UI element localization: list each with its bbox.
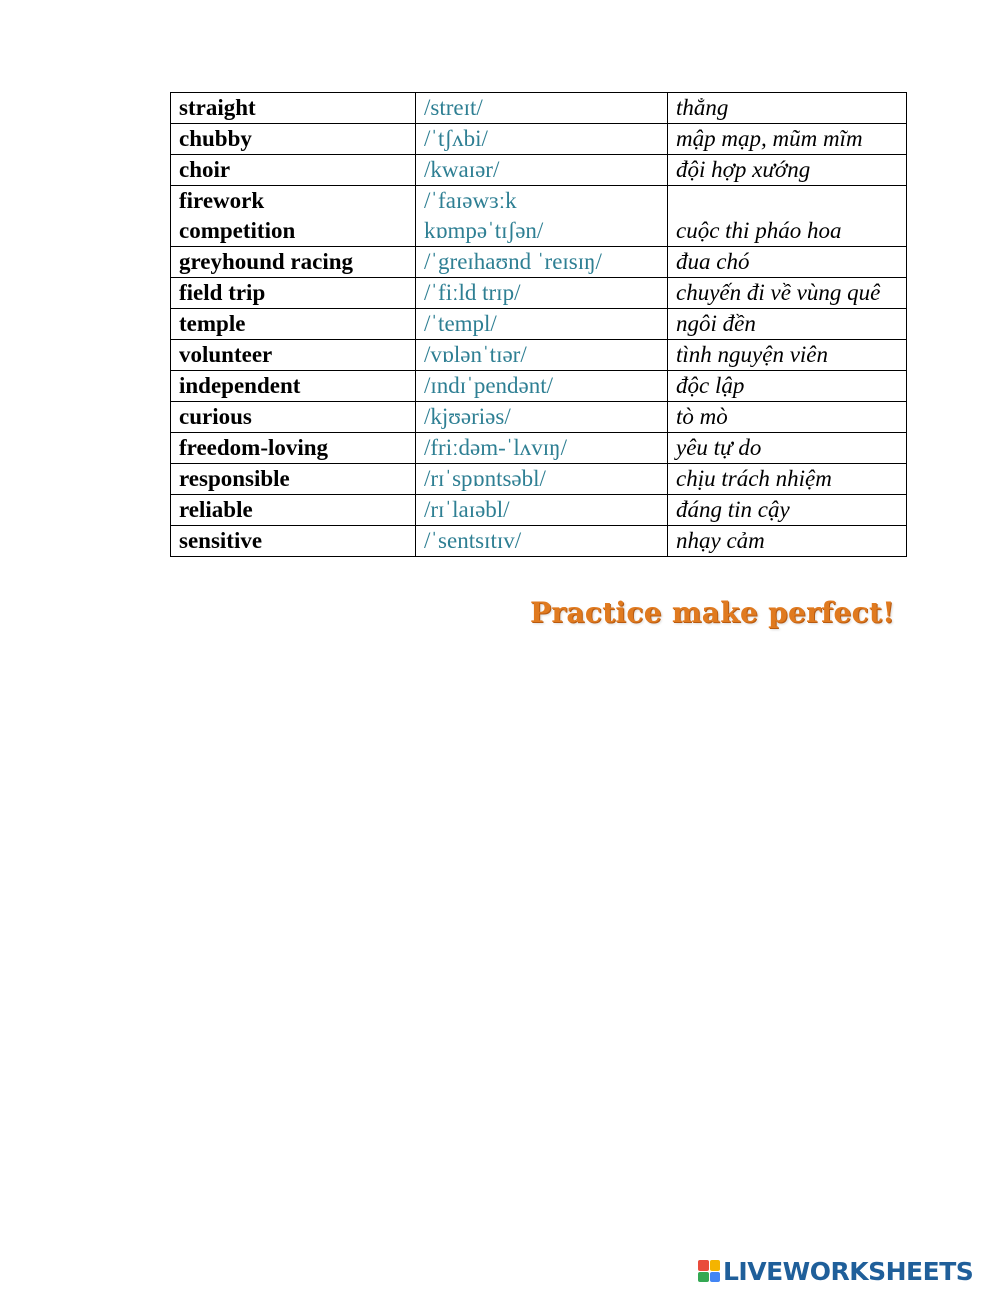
- vocab-meaning: cuộc thi pháo hoa: [668, 186, 907, 247]
- vocab-phonetic: /ˈtʃʌbi/: [416, 124, 668, 155]
- vocab-word: volunteer: [171, 340, 416, 371]
- table-row: [171, 402, 907, 433]
- vocab-phonetic: /rɪˈspɒntsəbl/: [416, 464, 668, 495]
- vocab-meaning: chuyến đi về vùng quê: [668, 278, 907, 309]
- table-row: [171, 186, 907, 247]
- vocab-meaning: mập mạp, mũm mĩm: [668, 124, 907, 155]
- vocab-word: greyhound racing: [171, 247, 416, 278]
- table-row: [171, 526, 907, 557]
- liveworksheets-logo: [698, 1256, 973, 1286]
- vocab-phonetic: /vɒlənˈtɪər/: [416, 340, 668, 371]
- vocab-meaning: thẳng: [668, 93, 907, 124]
- table-row: [171, 433, 907, 464]
- vocab-word: sensitive: [171, 526, 416, 557]
- vocab-meaning: tình nguyện viên: [668, 340, 907, 371]
- vocab-word: chubby: [171, 124, 416, 155]
- vocab-word: responsible: [171, 464, 416, 495]
- table-row: [171, 495, 907, 526]
- table-row: [171, 155, 907, 186]
- vocab-phonetic: /kwaɪər/: [416, 155, 668, 186]
- vocab-word: firework competition: [171, 186, 416, 247]
- vocab-word: temple: [171, 309, 416, 340]
- vocab-phonetic: /ˈgreɪhaʊnd ˈreɪsɪŋ/: [416, 247, 668, 278]
- table-row: [171, 464, 907, 495]
- vocab-word: freedom-loving: [171, 433, 416, 464]
- table-row: [171, 93, 907, 124]
- vocab-word: field trip: [171, 278, 416, 309]
- table-row: [171, 340, 907, 371]
- vocab-meaning: đội hợp xướng: [668, 155, 907, 186]
- table-row: [171, 309, 907, 340]
- vocab-meaning: ngôi đền: [668, 309, 907, 340]
- liveworksheets-mark-icon: [698, 1260, 720, 1282]
- vocab-meaning: chịu trách nhiệm: [668, 464, 907, 495]
- vocab-phonetic: /ˈsentsɪtɪv/: [416, 526, 668, 557]
- vocab-phonetic: /streɪt/: [416, 93, 668, 124]
- practice-slogan: Practice make perfect!: [530, 596, 895, 629]
- vocab-phonetic: /ˈfaɪəwɜːk kɒmpəˈtɪʃən/: [416, 186, 668, 247]
- vocab-word: reliable: [171, 495, 416, 526]
- vocab-word: choir: [171, 155, 416, 186]
- vocab-meaning: yêu tự do: [668, 433, 907, 464]
- vocab-phonetic: /kjʊəriəs/: [416, 402, 668, 433]
- vocab-meaning: độc lập: [668, 371, 907, 402]
- vocab-phonetic: /ˈtempl/: [416, 309, 668, 340]
- vocab-meaning: tò mò: [668, 402, 907, 433]
- vocabulary-table: [170, 92, 907, 557]
- table-row: [171, 278, 907, 309]
- table-row: [171, 371, 907, 402]
- vocab-meaning: đáng tin cậy: [668, 495, 907, 526]
- vocab-meaning: nhạy cảm: [668, 526, 907, 557]
- vocab-word: straight: [171, 93, 416, 124]
- vocab-phonetic: /ˈfiːld trɪp/: [416, 278, 668, 309]
- vocab-meaning: đua chó: [668, 247, 907, 278]
- vocab-phonetic: /friːdəm-ˈlʌvɪŋ/: [416, 433, 668, 464]
- vocabulary-table-body: [171, 93, 907, 557]
- vocab-phonetic: /ɪndɪˈpendənt/: [416, 371, 668, 402]
- vocab-word: curious: [171, 402, 416, 433]
- vocab-phonetic: /rɪˈlaɪəbl/: [416, 495, 668, 526]
- vocab-word: independent: [171, 371, 416, 402]
- liveworksheets-logo-text: LIVEWORKSHEETS: [723, 1256, 974, 1286]
- table-row: [171, 124, 907, 155]
- table-row: [171, 247, 907, 278]
